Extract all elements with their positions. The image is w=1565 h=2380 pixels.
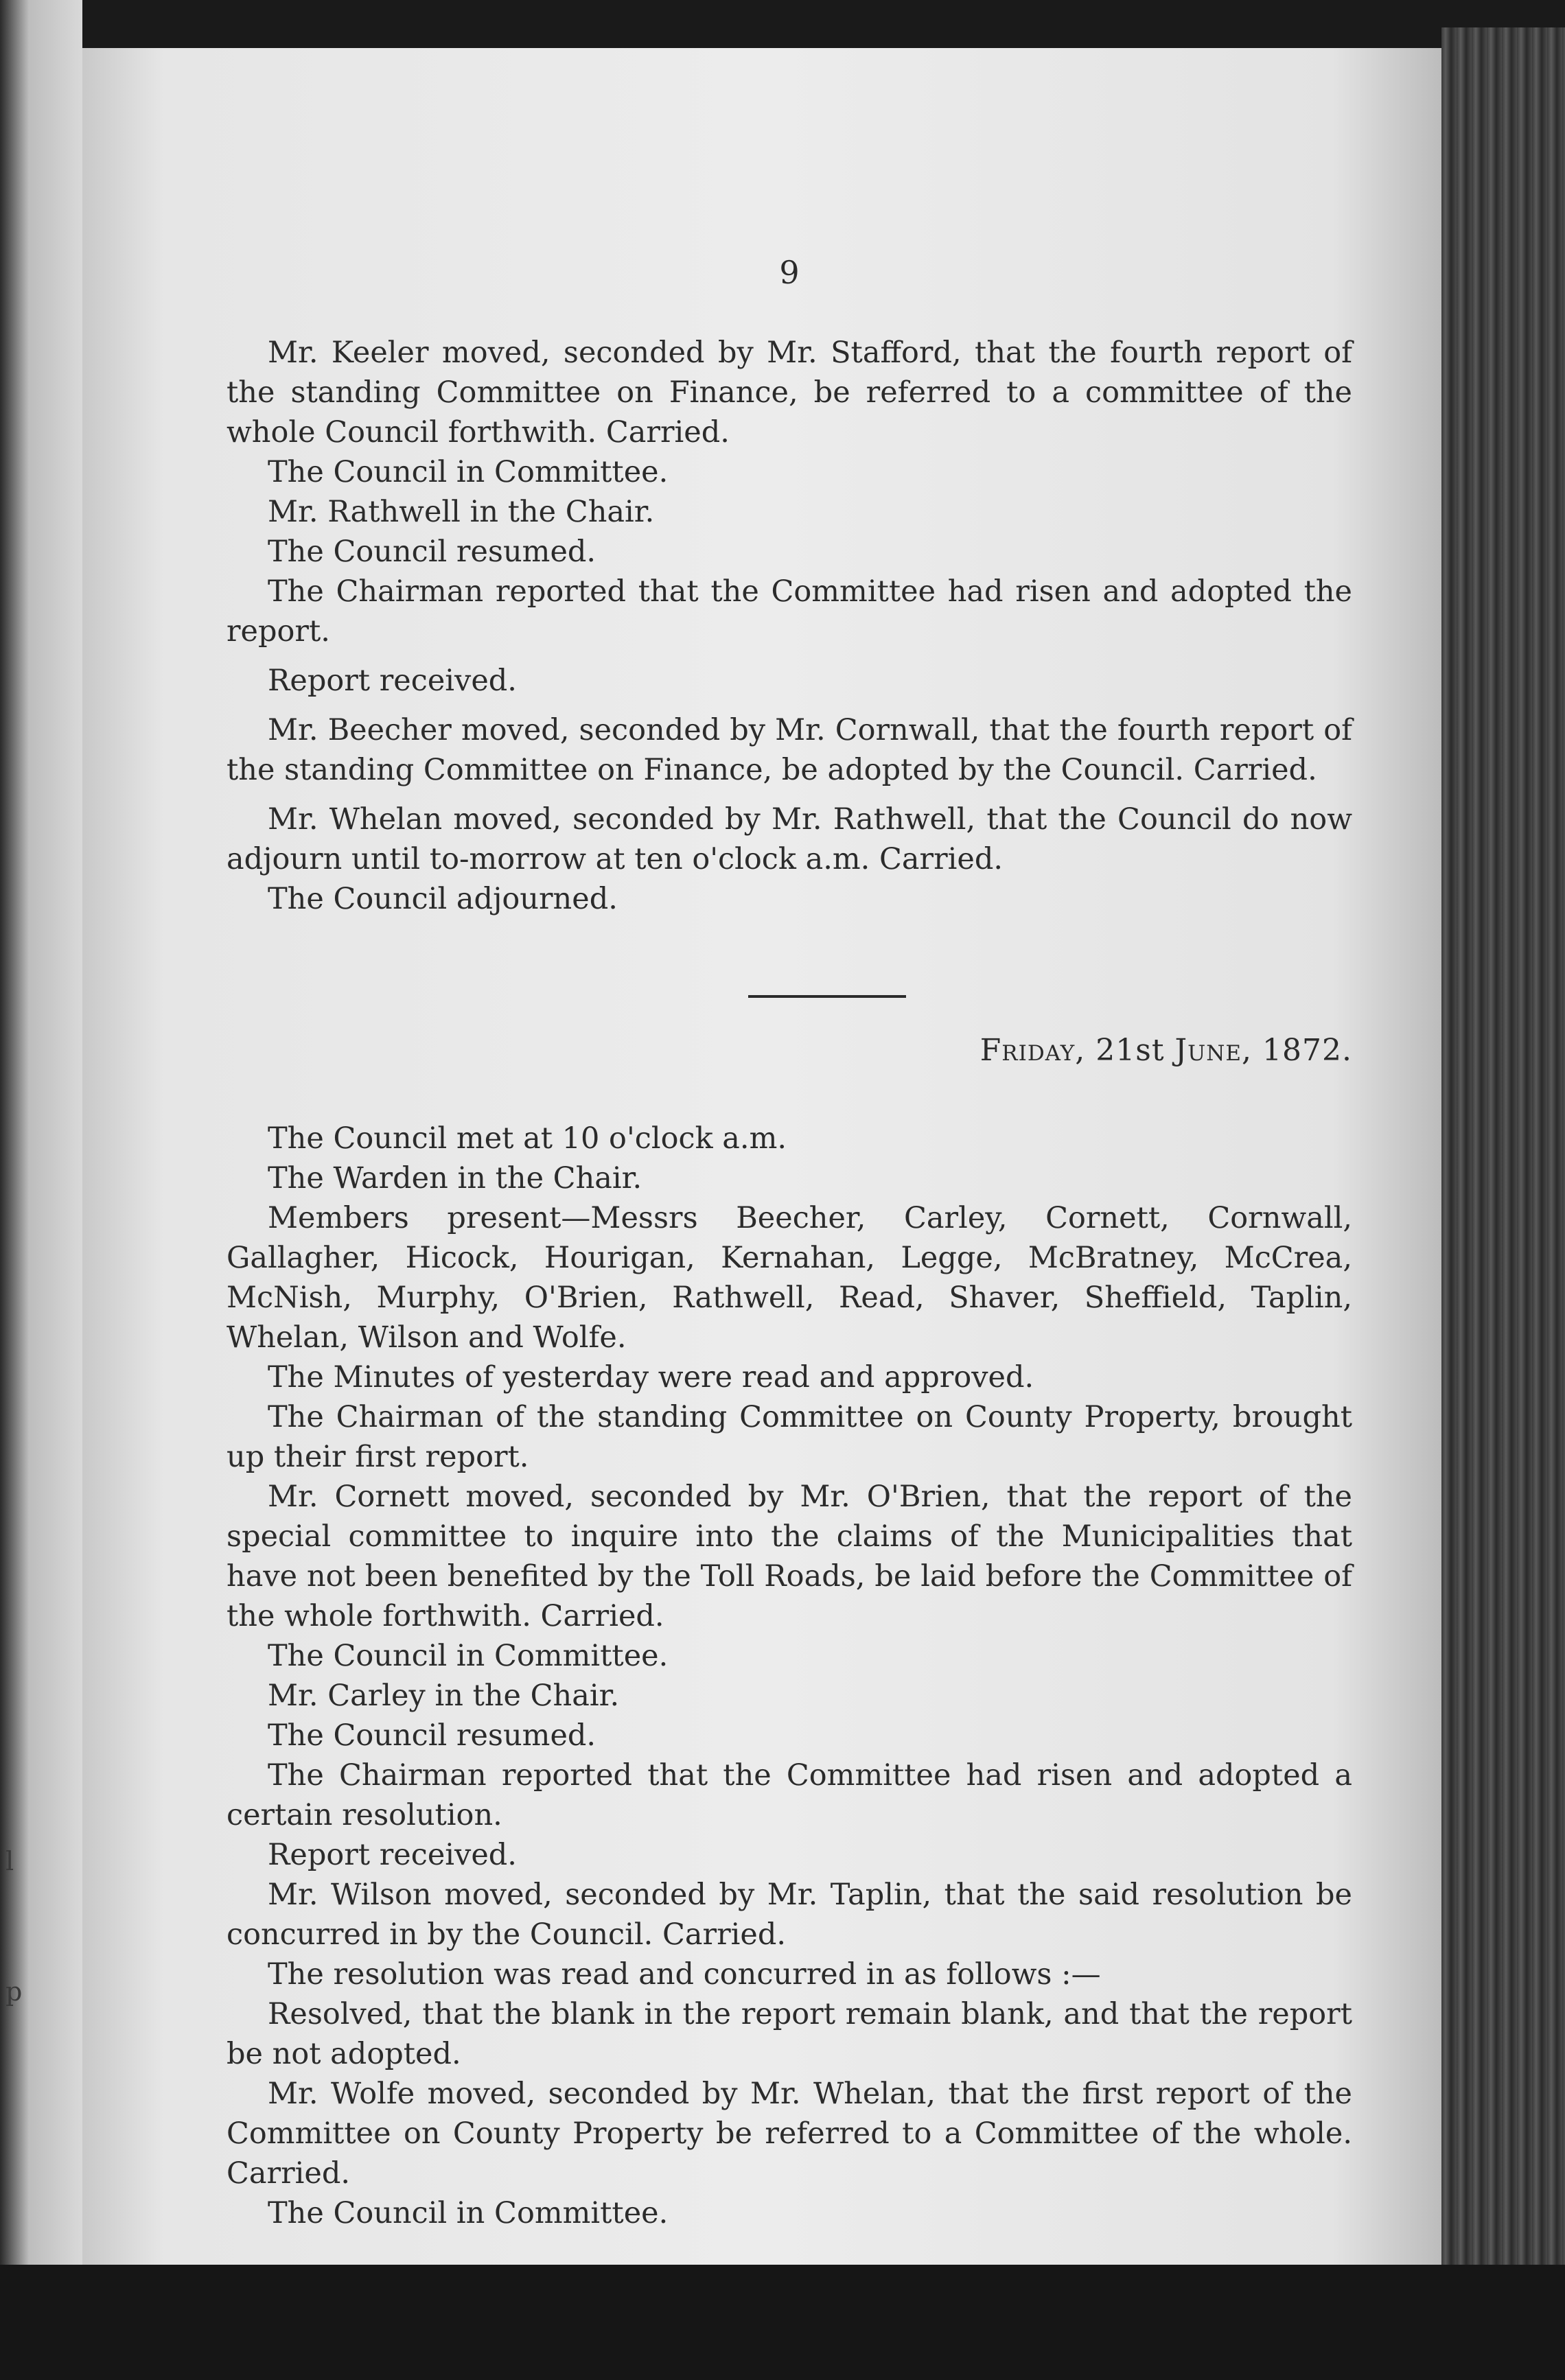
paragraph: The resolution was read and concurred in as follows :— — [268, 1957, 1101, 1992]
paragraph: The Council in Committee. — [268, 2196, 669, 2230]
paragraph: Mr. Keeler moved, seconded by Mr. Stafford, that the fourth report of the standing Committee on Finance, be referred to a committee of the whole Council forthwith. Carried. — [227, 336, 1352, 450]
scan-top-border — [0, 0, 1565, 48]
paragraph: Members present—Messrs Beecher, Carley, Cornett, Cornwall, Gallagher, Hicock, Hourigan, Kernahan, Legge, McBratney, McCrea, McNish, Murphy, O'Brien, Rathwell, Read, Shaver, Sheffield, Taplin, Whelan, Wilson and Wolfe. — [227, 1201, 1352, 1355]
paragraph: The Warden in the Chair. — [268, 1161, 642, 1195]
paragraph: The Minutes of yesterday were read and approved. — [268, 1360, 1034, 1395]
document-page — [82, 48, 1441, 2265]
page-number: 9 — [779, 254, 800, 291]
book-binding-edge — [1441, 27, 1565, 2292]
paragraph: Report received. — [268, 1838, 517, 1872]
paragraph: Mr. Carley in the Chair. — [268, 1679, 620, 1713]
paragraph: Mr. Whelan moved, seconded by Mr. Rathwell, that the Council do now adjourn until to-morrow at ten o'clock a.m. Carried. — [227, 802, 1352, 876]
dateline-date: 21st — [1096, 1033, 1165, 1068]
paragraph: Report received. — [268, 664, 517, 698]
minutes-section-one — [227, 333, 1352, 919]
paragraph: The Chairman reported that the Committee had risen and adopted the report. — [227, 574, 1352, 649]
paragraph: The Chairman of the standing Committee on County Property, brought up their first report. — [227, 1400, 1352, 1474]
paragraph: Mr. Cornett moved, seconded by Mr. O'Brien, that the report of the special committee to inquire into the claims of the Municipalities that have not been benefited by the Toll Roads, be laid before the Committee of the whole forthwith. Carried. — [227, 1480, 1352, 1633]
paragraph: Mr. Wilson moved, seconded by Mr. Taplin, that the said resolution be concurred in by the Council. Carried. — [227, 1878, 1352, 1952]
minutes-section-two — [227, 1119, 1352, 2233]
paragraph: The Council resumed. — [268, 535, 596, 569]
dateline-year: 1872. — [1262, 1033, 1352, 1068]
dateline-day: Friday — [979, 1033, 1076, 1068]
paragraph: The Council adjourned. — [268, 882, 618, 916]
section-divider — [748, 995, 906, 998]
paragraph: The Council in Committee. — [268, 1639, 669, 1673]
paragraph: The Chairman reported that the Committee had risen and adopted a certain resolution. — [227, 1758, 1352, 1832]
margin-mark: p — [5, 1976, 23, 2007]
margin-mark: l — [5, 1846, 14, 1876]
paragraph: The Council met at 10 o'clock a.m. — [268, 1121, 787, 1156]
dateline: Friday, 21st June, 1872. — [979, 1033, 1352, 1068]
scan-bottom-border — [0, 2265, 1565, 2380]
paragraph: Mr. Wolfe moved, seconded by Mr. Whelan, that the first report of the Committee on County Property be referred to a Committee of the whole. Carried. — [227, 2077, 1352, 2191]
paragraph: Resolved, that the blank in the report remain blank, and that the report be not adopted. — [227, 1997, 1352, 2071]
dateline-month: June — [1174, 1033, 1242, 1068]
paragraph: The Council resumed. — [268, 1718, 596, 1753]
paragraph: The Council in Committee. — [268, 455, 669, 489]
paragraph: Mr. Rathwell in the Chair. — [268, 495, 655, 529]
facing-page-edge — [0, 0, 82, 2380]
paragraph: Mr. Beecher moved, seconded by Mr. Cornwall, that the fourth report of the standing Committee on Finance, be adopted by the Council. Carried. — [227, 713, 1352, 787]
